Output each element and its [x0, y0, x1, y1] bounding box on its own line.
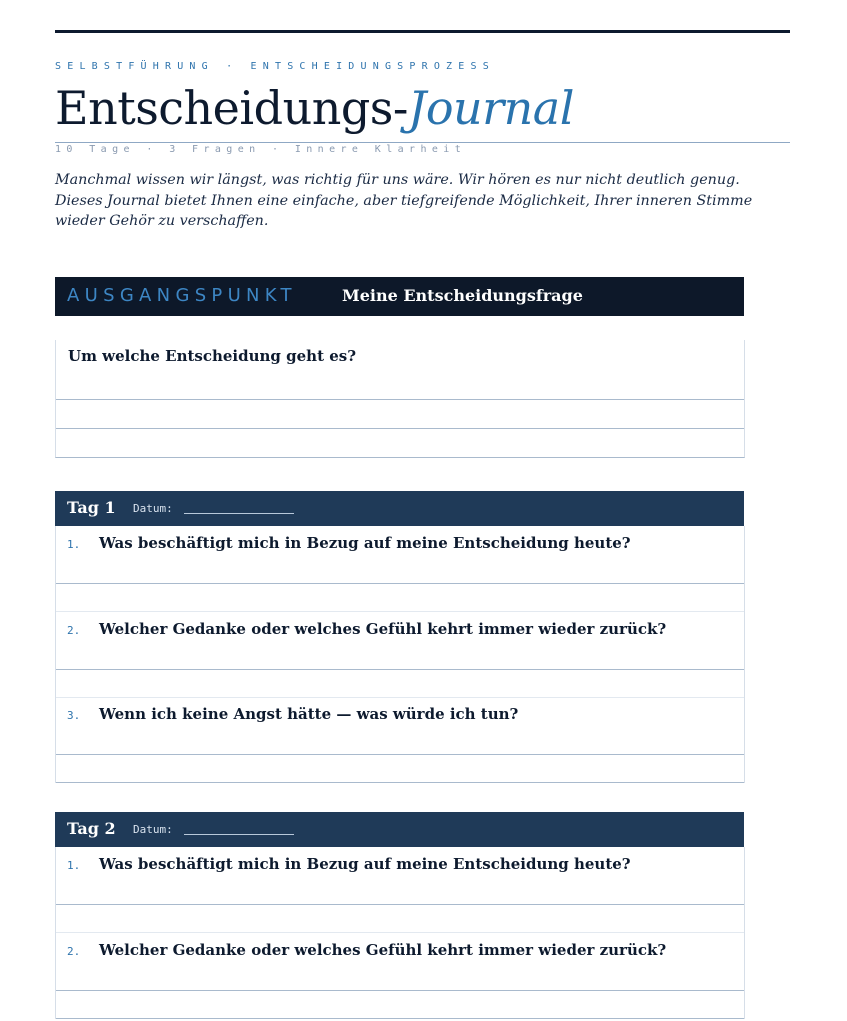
eyebrow: SELBSTFÜHRUNG · ENTSCHEIDUNGSPROZESS [55, 61, 495, 72]
page-title [55, 80, 574, 136]
day-label: Tag 1 [67, 498, 116, 517]
date-field[interactable] [184, 513, 294, 514]
title-main: Entscheidungs- [55, 81, 408, 135]
question-text: Welcher Gedanke oder welches Gefühl kehrt immer wieder zurück? [99, 941, 667, 959]
question-number: 1. [67, 538, 81, 551]
question-block[interactable] [55, 933, 745, 1019]
decision-question-box[interactable] [55, 340, 745, 458]
decision-question-label: Um welche Entscheidung geht es? [68, 347, 357, 365]
question-block[interactable] [55, 847, 745, 933]
writing-line [56, 428, 744, 429]
question-text: Was beschäftigt mich in Bezug auf meine Entscheidung heute? [99, 855, 631, 873]
date-field[interactable] [184, 834, 294, 835]
start-section-header [55, 277, 744, 316]
writing-line [56, 669, 744, 670]
top-rule [55, 30, 790, 33]
start-kicker: AUSGANGSPUNKT [67, 285, 297, 306]
writing-line [56, 904, 744, 905]
question-number: 3. [67, 709, 81, 722]
day-2-header [55, 812, 744, 847]
day-1-header [55, 491, 744, 526]
question-block[interactable] [55, 697, 745, 783]
question-block[interactable] [55, 612, 745, 698]
writing-line [56, 1018, 744, 1019]
question-text: Wenn ich keine Angst hätte — was würde ich tun? [99, 705, 519, 723]
title-rule [55, 142, 790, 143]
question-text: Was beschäftigt mich in Bezug auf meine Entscheidung heute? [99, 534, 631, 552]
question-text: Welcher Gedanke oder welches Gefühl kehrt immer wieder zurück? [99, 620, 667, 638]
writing-line [56, 754, 744, 755]
start-title: Meine Entscheidungsfrage [342, 286, 583, 305]
writing-line [56, 782, 744, 783]
question-block[interactable] [55, 526, 745, 612]
day-label: Tag 2 [67, 819, 116, 838]
date-label: Datum: [133, 502, 173, 515]
date-label: Datum: [133, 823, 173, 836]
title-accent: Journal [407, 81, 574, 135]
meta-line: 10 Tage · 3 Fragen · Innere Klarheit [55, 144, 467, 155]
writing-line [56, 990, 744, 991]
question-number: 2. [67, 624, 81, 637]
question-number: 2. [67, 945, 81, 958]
writing-line [56, 399, 744, 400]
writing-line [56, 583, 744, 584]
question-number: 1. [67, 859, 81, 872]
intro-text: Manchmal wissen wir längst, was richtig für uns wäre. Wir hören es nur nicht deutlich genug. Dieses Journal bietet Ihnen eine einfache, aber tiefgreifende Möglichkeit, Ihrer inneren Stimme wieder Gehör zu verschaffen. [55, 172, 753, 229]
